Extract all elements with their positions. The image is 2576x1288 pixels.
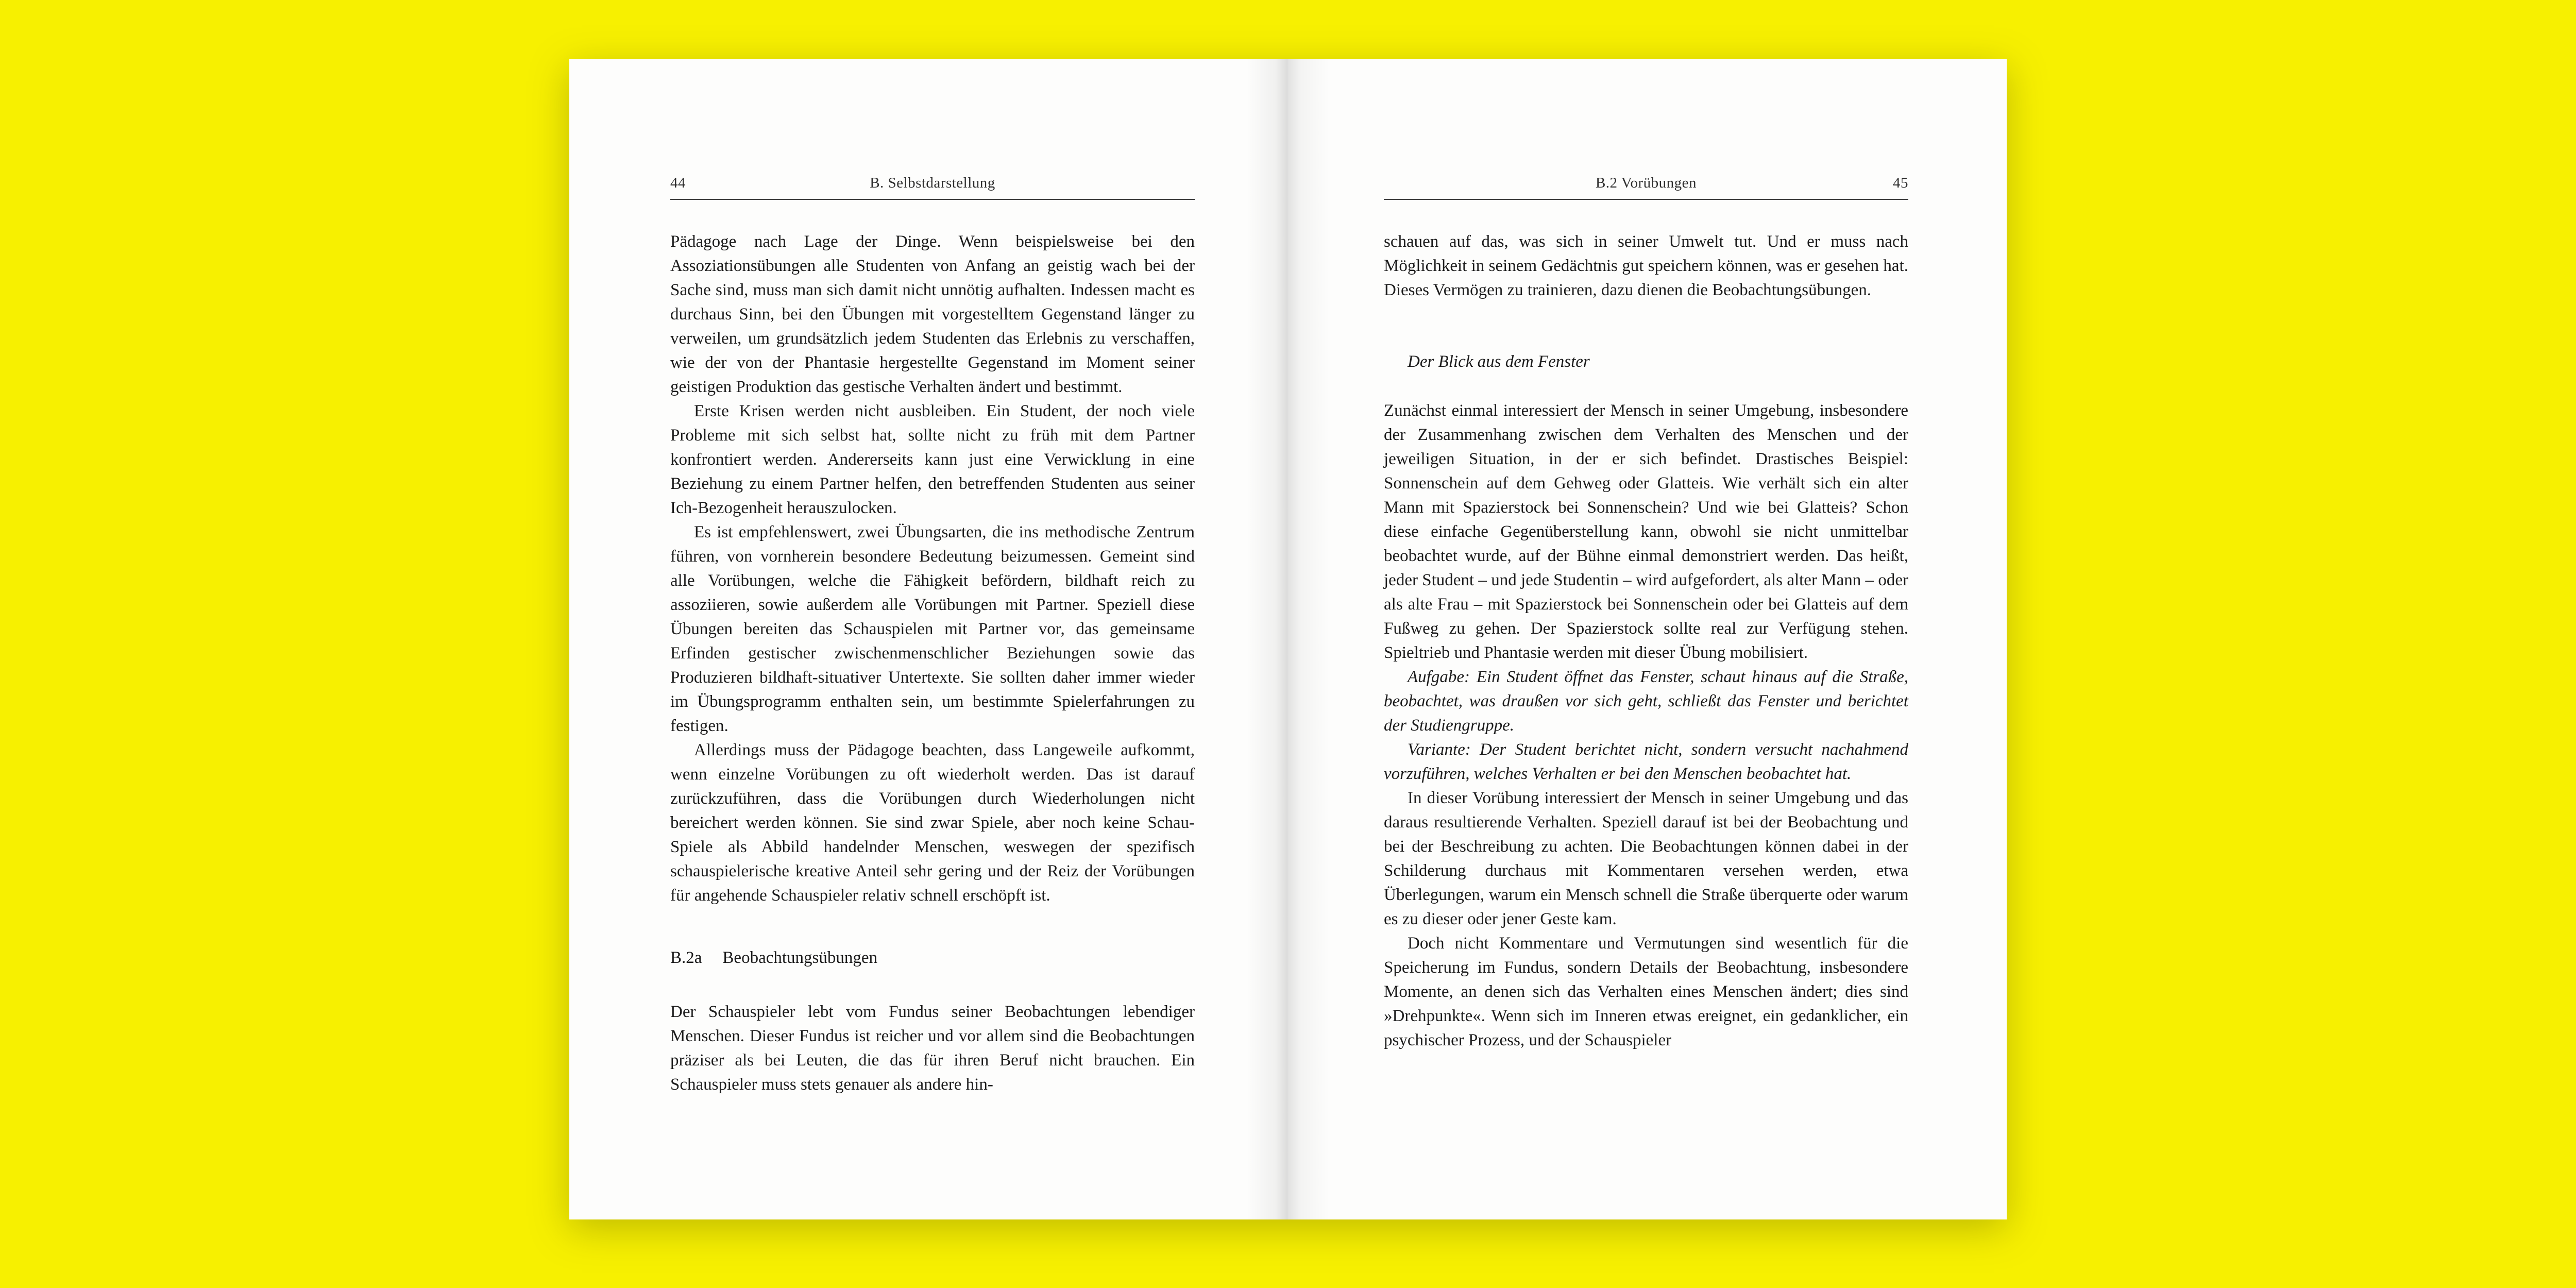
page-left <box>569 59 1288 1219</box>
page-body-right <box>1384 230 1908 1053</box>
page-right-header <box>1384 174 1908 200</box>
section-label: B.2a <box>670 948 702 967</box>
book-spread <box>569 59 2007 1219</box>
page-number-right: 45 <box>1893 175 1908 191</box>
page-right-content <box>1384 174 1908 1053</box>
paragraph: Es ist empfehlenswert, zwei Übungsarten, die ins methodische Zentrum führen, von vornherein besondere Bedeutung beizumessen. Gemeint sind alle Vorübungen, welche die Fähigkeit befördern, bildhaft reich zu assoziieren, sowie außerdem alle Vorübungen mit Partner. Speziell diese Übungen bereiten das Schauspielen mit Partner vor, das gemeinsame Erfinden gestischer zwischenmenschlicher Beziehungen sowie das Produzieren bildhaft-situativer Untertexte. Sie sollten daher immer wieder im Übungsprogramm enthalten sein, um bestimmte Spielerfahrungen zu festigen. <box>670 523 1195 735</box>
paragraph: schauen auf das, was sich in seiner Umwelt tut. Und er muss nach Möglichkeit in seinem Gedächtnis gut speichern können, was er gesehen hat. Dieses Vermögen zu trainieren, dazu dienen die Beobachtungsübungen. <box>1384 232 1908 299</box>
paragraph: Allerdings muss der Pädagoge beachten, dass Langeweile aufkommt, wenn einzelne Vorübungen zu oft wiederholt werden. Das ist darauf zurückzuführen, dass die Vorübungen durch Wiederholungen nicht bereichert werden können. Sie sind zwar Spiele, aber noch keine Schau-Spiele als Abbild handelnder Menschen, weswegen der spezifisch schauspielerische kreative Anteil sehr gering und der Reiz der Vorübungen für angehende Schauspieler relativ schnell erschöpft ist. <box>670 741 1195 905</box>
paragraph: Erste Krisen werden nicht ausbleiben. Ein Student, der noch viele Probleme mit sich selbst hat, sollte nicht zu früh mit dem Partner konfrontiert werden. Andererseits kann just eine Verwicklung in eine Beziehung zu einem Partner helfen, den betreffenden Studenten aus seiner Ich-Bezogenheit herauszulocken. <box>670 402 1195 517</box>
page-left-header <box>670 174 1195 200</box>
paragraph: In dieser Vorübung interessiert der Mensch in seiner Umgebung und das daraus resultierende Verhalten. Speziell darauf ist bei der Beobachtung und bei der Beschreibung zu achten. Die Beobachtungen können dabei in der Schilderung durchaus mit Kommentaren versehen werden, etwa Überlegungen, warum ein Mensch schnell die Straße überquerte oder warum es zu dieser oder jener Geste kam. <box>1384 789 1908 928</box>
paragraph: Zunächst einmal interessiert der Mensch in seiner Umgebung, insbesondere der Zusammenhang zwischen dem Verhalten des Menschen und der jeweiligen Situation, in der er sich befindet. Drastisches Beispiel: Sonnenschein auf dem Gehweg oder Glatteis. Wie verhält sich ein alter Mann mit Spazierstock bei Sonnenschein? Und wie bei Glatteis? Schon diese einfache Gegenüberstellung kann, obwohl sie nicht unmittelbar beobachtet wurde, auf der Bühne einmal demonstriert werden. Das heißt, jeder Student – und jede Studentin – wird aufgefordert, als alter Mann – oder als alte Frau – mit Spazierstock bei Sonnenschein oder bei Glatteis auf dem Fußweg zu gehen. Der Spazierstock sollte real zur Verfügung stehen. Spieltrieb und Phantasie werden mit dieser Übung mobilisiert. <box>1384 401 1908 662</box>
exercise-heading: Der Blick aus dem Fenster <box>1408 352 1590 371</box>
running-head-right: B.2 Vorübungen <box>1595 175 1697 191</box>
paragraph: Der Schauspieler lebt vom Fundus seiner Beobachtungen lebendiger Menschen. Dieser Fundus ist reicher und vor allem sind die Beobachtungen präziser als bei Leuten, die das für ihren Beruf nicht brauchen. Ein Schauspieler muss stets genauer als andere hin- <box>670 1003 1195 1094</box>
paragraph: Aufgabe: Ein Student öffnet das Fenster, schaut hinaus auf die Straße, beobachtet, was draußen vor sich geht, schließt das Fenster und berichtet der Studiengruppe. <box>1384 668 1908 735</box>
page-left-content <box>670 174 1195 1097</box>
running-head-left: B. Selbstdarstellung <box>870 175 995 191</box>
page-number-left: 44 <box>670 175 686 191</box>
paragraph: Variante: Der Student berichtet nicht, sondern versucht nachahmend vorzuführen, welches Verhalten er bei den Menschen beobachtet hat. <box>1384 740 1908 783</box>
section-title: Beobachtungsübungen <box>722 948 878 967</box>
page-body-left <box>670 230 1195 1097</box>
paragraph: Doch nicht Kommentare und Vermutungen sind wesentlich für die Speicherung im Fundus, sondern Details der Beobachtung, insbesondere Momente, an denen sich das Verhalten eines Menschen ändert; dies sind »Drehpunkte«. Wenn sich im Inneren etwas ereignet, ein gedanklicher, ein psychischer Prozess, und der Schauspieler <box>1384 934 1908 1049</box>
page-right <box>1288 59 2007 1219</box>
section-heading <box>670 946 1195 970</box>
paragraph: Pädagoge nach Lage der Dinge. Wenn beispielsweise bei den Assoziationsübungen alle Studenten von Anfang an geistig wach bei der Sache sind, muss man sich damit nicht unnötig aufhalten. Indessen macht es durchaus Sinn, bei den Übungen mit vorgestelltem Gegenstand länger zu verweilen, um grundsätzlich jedem Studenten das Erlebnis zu verschaffen, wie der von der Phantasie hergestellte Gegenstand im Moment seiner geistigen Produktion das gestische Verhalten ändert und bestimmt. <box>670 232 1195 396</box>
